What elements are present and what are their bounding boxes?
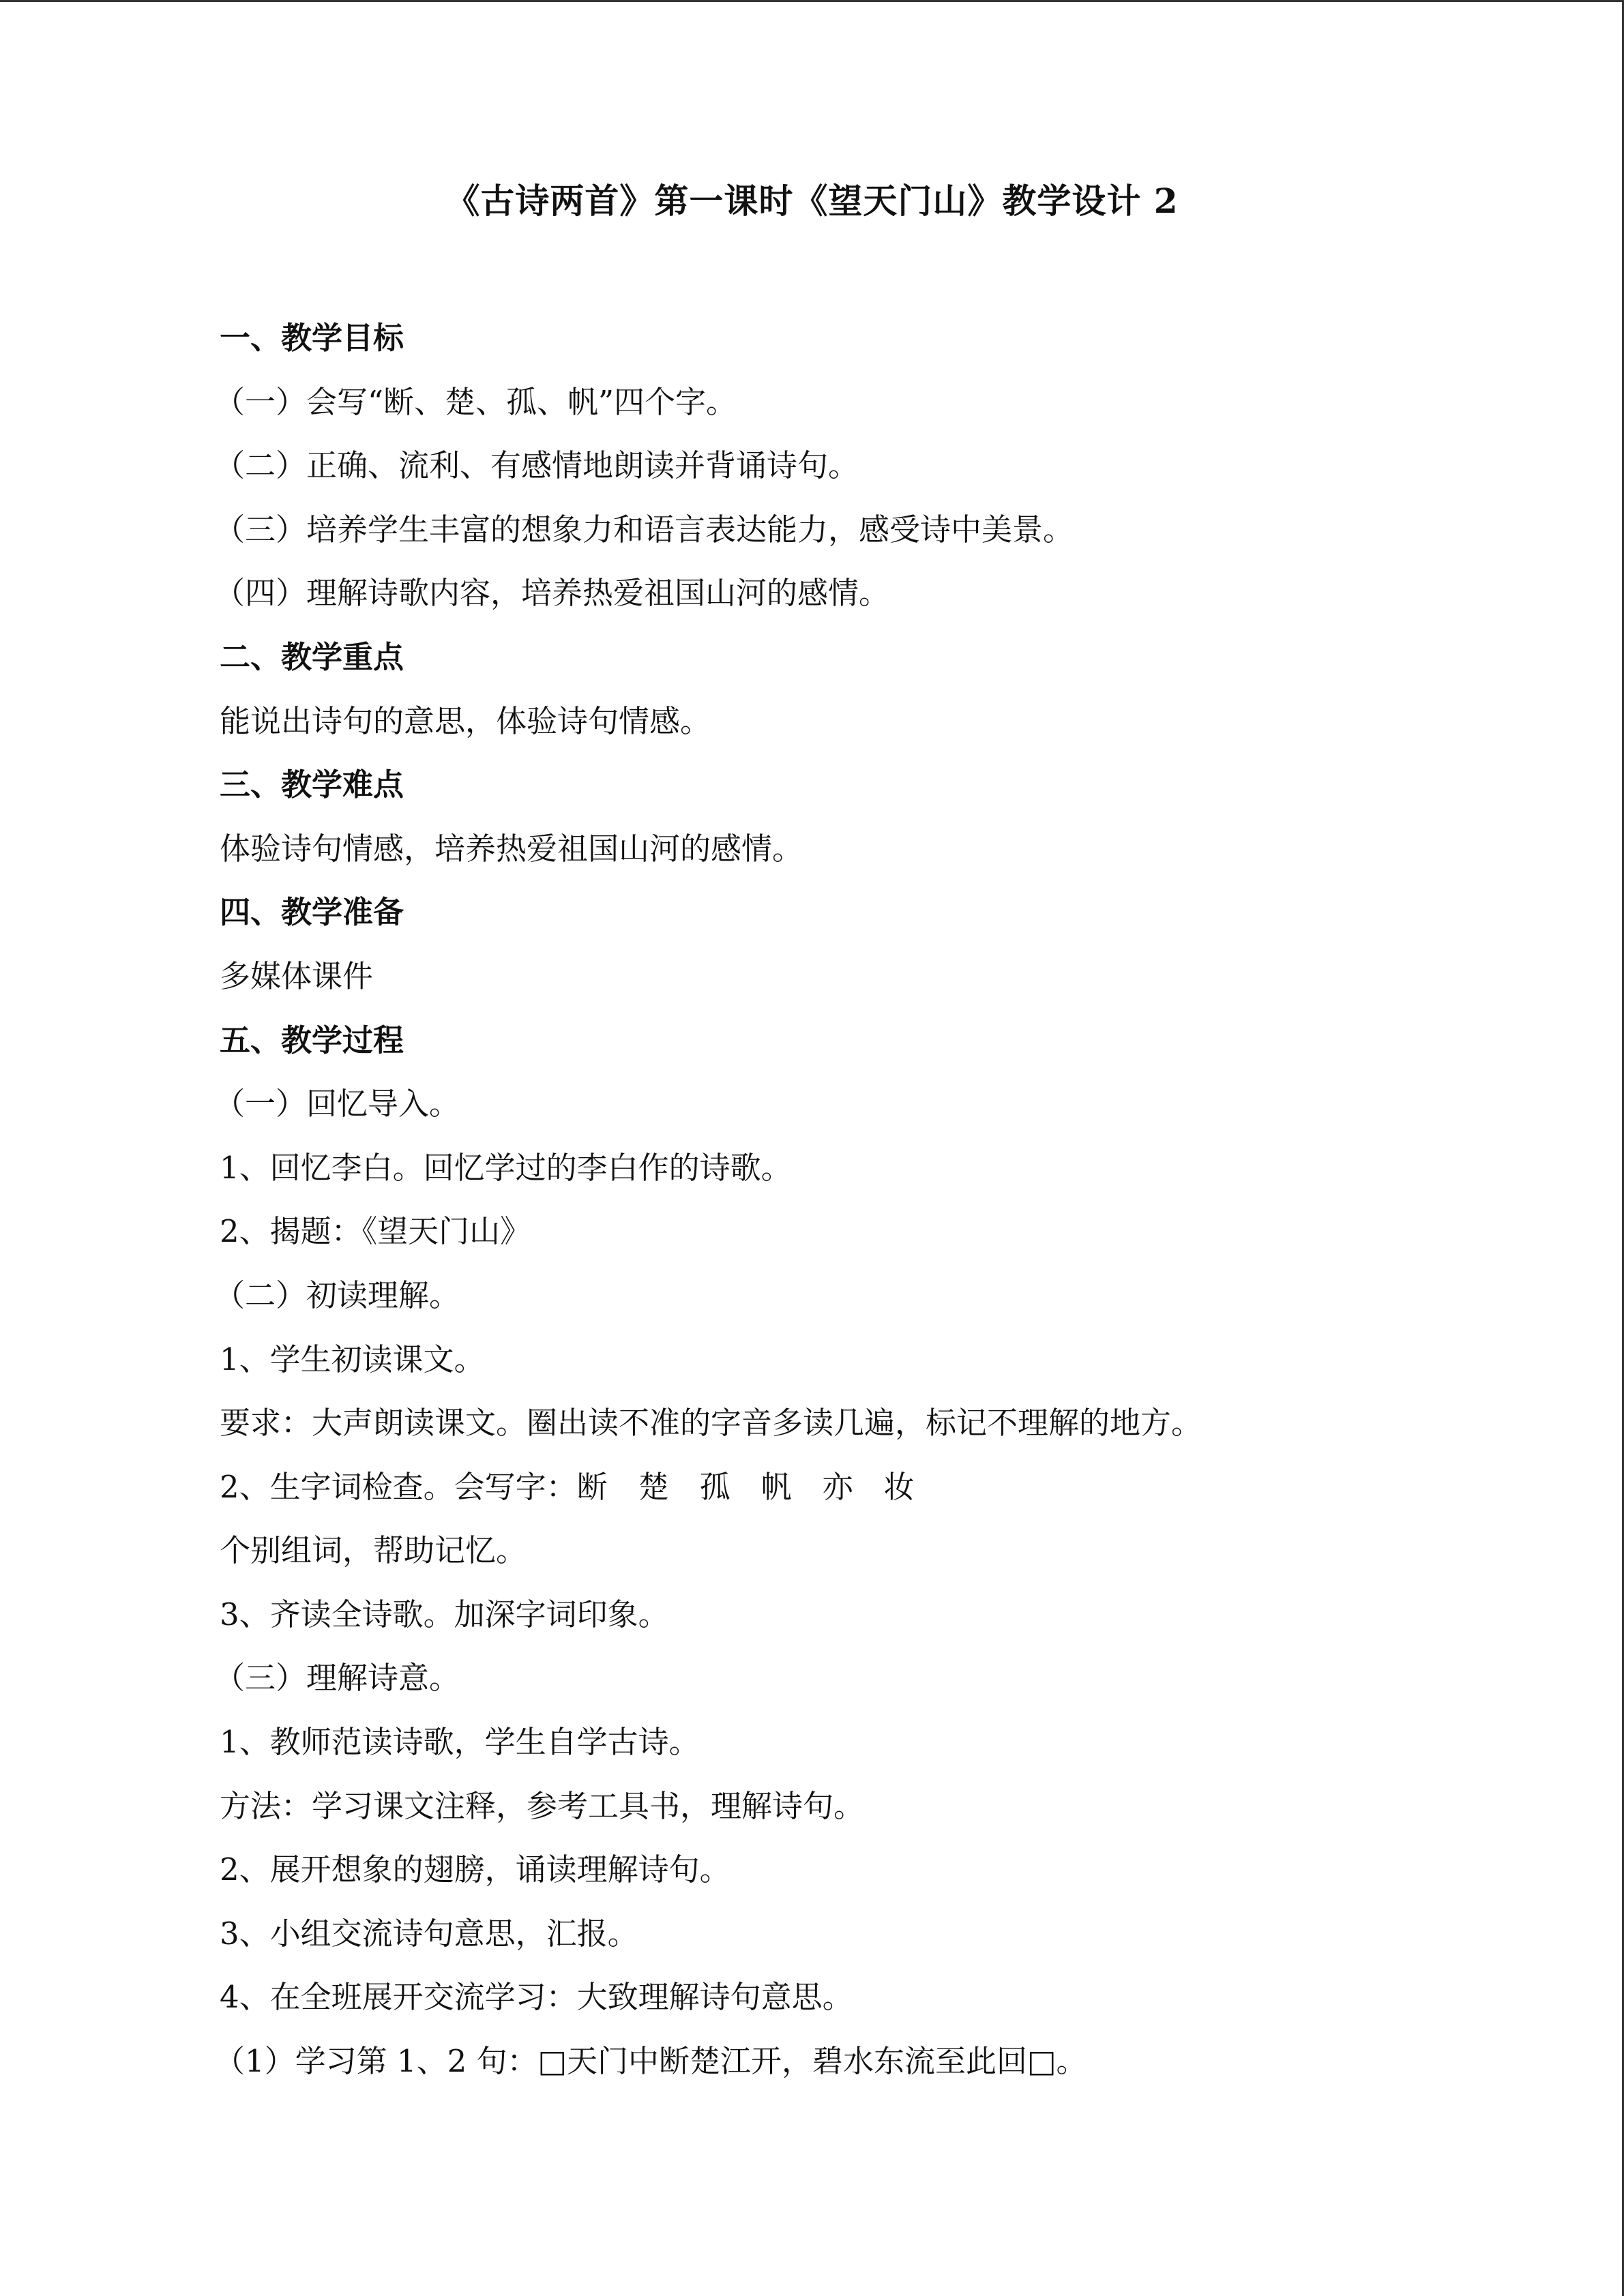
preparation-text: 多媒体课件 — [220, 957, 374, 994]
section-heading-key-points: 二、教学重点 — [220, 638, 404, 675]
process-line: 3、小组交流诗句意思，汇报。 — [220, 1915, 638, 1952]
objective-item-4: （四）理解诗歌内容，培养热爱祖国山河的感情。 — [214, 575, 890, 612]
section-heading-process: 五、教学过程 — [220, 1022, 404, 1058]
process-line: 3、齐读全诗歌。加深字词印象。 — [220, 1596, 669, 1632]
key-points-text: 能说出诗句的意思，体验诗句情感。 — [220, 702, 711, 739]
difficulties-text: 体验诗句情感，培养热爱祖国山河的感情。 — [220, 830, 803, 867]
process-step-understanding: （三）理解诗意。 — [214, 1660, 460, 1697]
process-line: 方法：学习课文注释，参考工具书，理解诗句。 — [220, 1787, 865, 1824]
section-heading-objectives: 一、教学目标 — [220, 320, 404, 356]
process-line-verse: （1）学习第 1、2 句：□天门中断楚江开，碧水东流至此回□。 — [214, 2043, 1087, 2080]
objective-item-2: （二）正确、流利、有感情地朗读并背诵诗句。 — [214, 447, 859, 484]
process-line: 1、教师范读诗歌，学生自学古诗。 — [220, 1724, 700, 1761]
document-body — [214, 306, 1516, 2093]
section-heading-preparation: 四、教学准备 — [220, 894, 404, 931]
process-step-recall: （一）回忆导入。 — [214, 1086, 460, 1122]
section-heading-difficulties: 三、教学难点 — [220, 766, 404, 803]
process-line: 个别组词，帮助记忆。 — [220, 1532, 527, 1569]
process-line: 1、回忆李白。回忆学过的李白作的诗歌。 — [220, 1149, 792, 1186]
objective-item-1: （一）会写“断、楚、孤、帆”四个字。 — [214, 383, 737, 420]
process-line: 2、揭题：《望天门山》 — [220, 1213, 531, 1250]
document-title: 《古诗两首》第一课时《望天门山》教学设计 2 — [445, 181, 1179, 221]
process-line: 2、展开想象的翅膀，诵读理解诗句。 — [220, 1851, 730, 1888]
process-line: 4、在全班展开交流学习：大致理解诗句意思。 — [220, 1979, 853, 2016]
process-line: 1、学生初读课文。 — [220, 1341, 485, 1377]
objective-item-3: （三）培养学生丰富的想象力和语言表达能力，感受诗中美景。 — [214, 511, 1074, 548]
process-line: 要求：大声朗读课文。圈出读不准的字音多读几遍，标记不理解的地方。 — [220, 1405, 1202, 1442]
process-line-characters: 2、生字词检查。会写字：断 楚 孤 帆 亦 妆 — [220, 1468, 915, 1505]
process-step-first-reading: （二）初读理解。 — [214, 1277, 460, 1313]
